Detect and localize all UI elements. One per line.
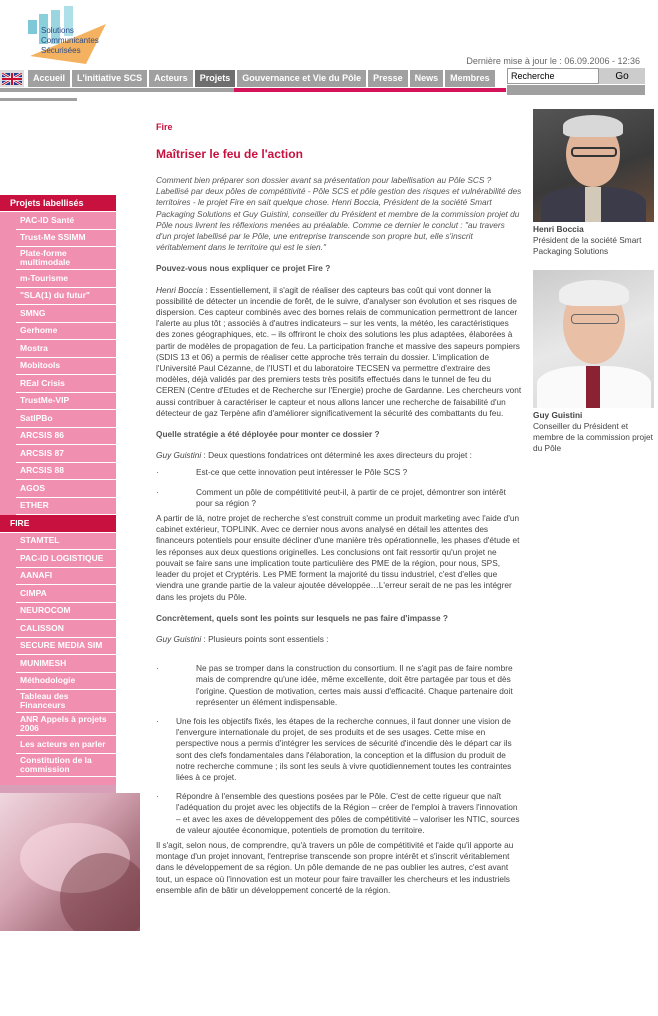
page-title: Maîtriser le feu de l'action bbox=[156, 147, 303, 161]
search-underline bbox=[507, 85, 645, 95]
article bbox=[156, 122, 522, 896]
sidebar-item[interactable] bbox=[16, 533, 116, 551]
bullet-text: Une fois les objectifs fixés, les étapes de la recherche connues, il faut donner une vision de l'envergure internationale du projet, de ses produits et de ses usages. Cette mise en perspective nous a permis d'intégrer les services de sécurité d'incendie dès le départ car ils sont des clefs fondamentales dans l'élaboration, la conception et la diffusion du produit de notre recherche commune ; ils sont les seuls à vivre quotidiennement toutes les contraintes liées à ce projet. bbox=[176, 715, 512, 782]
sidebar-item-label[interactable]: PAC-ID LOGISTIQUE bbox=[20, 552, 104, 563]
bullet-text: Répondre à l'ensemble des questions posées par le Pôle. C'est de cette rigueur que naît l'adéquation du projet avec les objectifs de la Région – créer de l'emploi à travers l'innovation – et avec les axes de développement des pôles de compétitivité – valoriser les NTIC, sources de valeur ajoutée économique, potentiels de promotion du territoire. bbox=[176, 791, 520, 835]
sidebar-item[interactable] bbox=[16, 270, 116, 288]
bullet-item bbox=[156, 716, 522, 783]
bullet-mark: · bbox=[156, 486, 159, 497]
logo-line-2: Communicantes bbox=[41, 36, 99, 45]
question-3: Concrètement, quels sont les points sur lesquels ne pas faire d'impasse ? bbox=[156, 612, 448, 623]
sidebar-heading: Projets labellisés bbox=[0, 195, 116, 212]
portrait-photo bbox=[533, 270, 654, 408]
sidebar-item[interactable] bbox=[16, 305, 116, 323]
person-role: Conseiller du Président et membre de la commission projet du Pôle bbox=[533, 421, 653, 453]
sidebar-item-label[interactable]: NEUROCOM bbox=[20, 605, 71, 616]
search-input[interactable] bbox=[507, 68, 599, 84]
search-go-button[interactable]: Go bbox=[599, 68, 645, 84]
sidebar-item-label[interactable]: CIMPA bbox=[20, 587, 47, 598]
portrait-caption bbox=[533, 224, 654, 257]
sidebar-item-label[interactable]: STAMTEL bbox=[20, 535, 60, 546]
speaker-name: Guy Guistini bbox=[156, 633, 202, 644]
sidebar-item-label[interactable]: CALISSON bbox=[20, 622, 64, 633]
sidebar-item-label[interactable]: SatIPBo bbox=[20, 412, 53, 423]
question-2: Quelle stratégie a été déployée pour monter ce dossier ? bbox=[156, 429, 380, 440]
sidebar-item-label[interactable]: Constitution de la commission bbox=[20, 754, 92, 774]
bullet-mark: · bbox=[156, 663, 159, 674]
sidebar-item-label[interactable]: Mostra bbox=[20, 342, 48, 353]
bullet-text: Ne pas se tromper dans la construction du consortium. Il ne s'agit pas de faire nombre mais de comprendre qu'une idée, même excellente, doit être partagée par tous et dès l'origine. Question de motivation, certes mais aussi d'efficacité. Chaque partenaire doit représenter un élément indispensable. bbox=[196, 663, 513, 707]
sidebar-item[interactable] bbox=[16, 358, 116, 376]
portrait-henri-boccia bbox=[533, 109, 654, 257]
sidebar-item[interactable] bbox=[16, 655, 116, 673]
sidebar-item-label[interactable]: Les acteurs en parler bbox=[20, 738, 106, 749]
sidebar-item-label[interactable]: ETHER bbox=[20, 500, 49, 511]
nav-subline bbox=[0, 98, 77, 101]
tab-news[interactable]: News bbox=[410, 70, 444, 87]
sidebar-item[interactable] bbox=[16, 230, 116, 248]
nav-underline bbox=[0, 88, 234, 92]
bullet-mark: · bbox=[156, 791, 159, 802]
sidebar-item[interactable] bbox=[16, 736, 116, 754]
sidebar-item-label[interactable]: ARCSIS 86 bbox=[20, 430, 64, 441]
answer-2-text: : Deux questions fondatrices ont déterminé les axes directeurs du projet : bbox=[201, 450, 472, 461]
sidebar-item-label[interactable]: AANAFI bbox=[20, 570, 53, 581]
portrait-photo bbox=[533, 109, 654, 222]
sidebar-item-label[interactable]: PAC-ID Santé bbox=[20, 214, 75, 225]
person-role: Président de la société Smart Packaging Solutions bbox=[533, 235, 642, 256]
sidebar bbox=[0, 195, 116, 793]
breadcrumb: Fire bbox=[156, 122, 173, 132]
bullet-item bbox=[156, 467, 522, 478]
article-intro: Comment bien préparer son dossier avant sa présentation pour labellisation au Pôle SCS ? Labellisé par deux pôles de compétitivité - Pôle SCS et pôle gestion des risques et vulnérabilité des territoires - le projet Fire en sait quelque chose. Henri Boccia, Président de la société Smart Packaging Solutions et Guy Guistini, conseiller du Président et membre de la commission projet du Pôle nous livrent les réflexions menées au préalable. Comme ce dernier le conclut : "au travers d'un projet labellisé par le Pôle, une entreprise transcende son propre but, elle s'inscrit véritablement dans le territoire qui est le sien." bbox=[156, 175, 522, 253]
bullet-item bbox=[156, 487, 522, 509]
sidebar-item[interactable] bbox=[16, 690, 116, 713]
sidebar-item[interactable] bbox=[16, 480, 116, 498]
tab-acteurs[interactable]: Acteurs bbox=[149, 70, 193, 87]
answer-1 bbox=[156, 285, 522, 419]
sidebar-item[interactable] bbox=[16, 568, 116, 586]
sidebar-item[interactable] bbox=[16, 603, 116, 621]
sidebar-item[interactable] bbox=[16, 585, 116, 603]
bullet-text: Est-ce que cette innovation peut intéresser le Pôle SCS ? bbox=[196, 467, 408, 478]
sidebar-item-label[interactable]: AGOS bbox=[20, 482, 46, 493]
logo-line-1: Solutions bbox=[41, 26, 74, 35]
sidebar-item-label[interactable]: Plate-forme multimodale bbox=[20, 248, 71, 267]
sidebar-item[interactable] bbox=[16, 340, 116, 358]
sidebar-item[interactable] bbox=[0, 515, 116, 533]
search-box bbox=[507, 68, 645, 84]
sidebar-item-label[interactable]: SMNG bbox=[20, 307, 46, 318]
sidebar-item-label[interactable]: ARCSIS 88 bbox=[20, 465, 64, 476]
decorative-photo bbox=[0, 793, 140, 931]
question-1: Pouvez-vous nous expliquer ce projet Fire ? bbox=[156, 263, 331, 274]
sidebar-item-label[interactable]: SECURE MEDIA SIM bbox=[20, 640, 103, 651]
sidebar-item[interactable] bbox=[16, 713, 116, 736]
nav-underline-accent bbox=[234, 88, 506, 92]
sidebar-item-label[interactable]: Gerhome bbox=[20, 325, 58, 336]
bullet-item bbox=[156, 791, 522, 836]
sidebar-item[interactable] bbox=[16, 323, 116, 341]
tab-membres[interactable]: Membres bbox=[445, 70, 495, 87]
main-nav bbox=[0, 70, 497, 87]
last-updated: Dernière mise à jour le : 06.09.2006 - 12:36 bbox=[466, 56, 640, 66]
sidebar-item-label[interactable]: "SLA(1) du futur" bbox=[20, 290, 90, 301]
portrait-guy-guistini bbox=[533, 270, 654, 454]
article-closing: Il s'agit, selon nous, de comprendre, qu'à travers un pôle de compétitivité et l'aide qu'il apporte au montage d'un projet innovant, l'entreprise transcende son propre intérêt et s'inscrit véritablement dans le développement de sa région. Un pôle demande de ne pas oublier les autres, c'est avant tout, un espace où l'innovation est un moteur pour faire travailler les chercheurs et les industriels ensemble afin de bâtir un développement concerté de la région. bbox=[156, 839, 514, 895]
sidebar-item-label[interactable]: MUNIMESH bbox=[20, 657, 67, 668]
sidebar-list bbox=[0, 212, 116, 777]
sidebar-footer bbox=[0, 785, 116, 793]
person-name: Henri Boccia bbox=[533, 224, 584, 234]
bullet-mark: · bbox=[156, 715, 159, 726]
sidebar-item[interactable] bbox=[16, 288, 116, 306]
sidebar-item-label[interactable]: REal Crisis bbox=[20, 377, 65, 388]
sidebar-item-label[interactable]: ARCSIS 87 bbox=[20, 447, 64, 458]
answer-1-text: : Essentiellement, il s'agit de réaliser des capteurs bas coût qui vont donner la possibilité de détecter un incendie de forêt, de le suivre, d'analyser son évolution et ses risques de dispersion. Ces capteur combinés avec des bornes relais de communication permettront de lancer l'alerte au plus tôt ; associés à d'autres indicateurs – sur les vents, la météo, les caractéristiques des zones géographiques, etc. – ils offriront le choix des solutions les plus adaptées, élaborées à partir de modèles de propagation de feu. La participation franche et massive des sapeurs pompiers (SDIS 13 et 06) a permis de réaliser cette approche très terrain du dossier. L'implication de l'Université Paul Cézanne, de l'IUSTI et du laboratoire TECSEN va permettre d'extraire des modèles, déjà validés par des premiers tests très positifs effectués dans le tunnel de feu du CEREN (Centre d'Etudes et de Recherche sur l'Energie) proche de Gardanne. Les chercheurs vont aussi contribuer à caractériser le capteur et nous allons lancer une recherche de faisabilité d'un détecteur de gaz Terpène afin d'améliorer significativement la sécurité des combattants du feu. bbox=[156, 284, 522, 418]
sidebar-item-label[interactable]: Tableau des Financeurs bbox=[20, 691, 69, 710]
sidebar-item-label[interactable]: TrustMe-VIP bbox=[20, 395, 70, 406]
sidebar-item-label[interactable]: Trust-Me SSIMM bbox=[20, 232, 86, 243]
bullet-item bbox=[156, 663, 522, 708]
tab-initiative[interactable]: L'initiative SCS bbox=[72, 70, 147, 87]
portrait-caption bbox=[533, 410, 654, 454]
tab-projets[interactable]: Projets bbox=[195, 70, 236, 87]
sidebar-item-label[interactable]: m-Tourisme bbox=[20, 272, 69, 283]
logo-line-3: Sécurisées bbox=[41, 46, 81, 55]
sidebar-item[interactable] bbox=[16, 375, 116, 393]
english-flag-icon[interactable] bbox=[0, 70, 24, 87]
sidebar-item[interactable] bbox=[16, 754, 116, 777]
sidebar-item[interactable] bbox=[16, 638, 116, 656]
person-name: Guy Guistini bbox=[533, 410, 583, 420]
answer-2 bbox=[156, 450, 522, 461]
sidebar-item-label[interactable]: Mobitools bbox=[20, 360, 61, 371]
sidebar-item[interactable] bbox=[16, 550, 116, 568]
sidebar-item-label[interactable]: Méthodologie bbox=[20, 675, 76, 686]
sidebar-item-label[interactable]: ANR Appels à projets 2006 bbox=[20, 714, 107, 733]
logo-text bbox=[41, 26, 99, 56]
sidebar-item[interactable] bbox=[16, 620, 116, 638]
answer-2-continued: A partir de là, notre projet de recherche s'est construit comme un produit marketing avec l'aide d'un cabinet extérieur, TOPLINK. Avec ce dernier nous avons analysé en détail les attentes des financeurs potentiels pour ensuite décliner d'une manière très opérationnelle, les phases d'étude et les réponses aux deux questions originelles. Les conclusions ont fait ressortir qu'un projet ne pouvait se faire sans une implication toute particulière des PME de la région, pour nous, SPS, leader du projet et Cryptéris. Les PME forment la majorité du tissu industriel, c'est d'elles que viendra une grande partie de la valeur ajoutée développée…L'erreur serait de ne pas les intégrer dans les projets du Pôle. bbox=[156, 513, 520, 602]
answer-3 bbox=[156, 634, 522, 645]
sidebar-item[interactable] bbox=[16, 212, 116, 230]
sidebar-item[interactable] bbox=[16, 428, 116, 446]
bullet-text: Comment un pôle de compétitivité peut-il, à partir de ce projet, démontrer son intérêt pour sa région ? bbox=[196, 486, 506, 508]
speaker-name: Henri Boccia bbox=[156, 284, 204, 295]
bullet-mark: · bbox=[156, 467, 159, 478]
sidebar-item[interactable] bbox=[16, 247, 116, 270]
sidebar-item-label[interactable]: FIRE bbox=[10, 517, 30, 528]
sidebar-item[interactable] bbox=[16, 410, 116, 428]
sidebar-item[interactable] bbox=[16, 463, 116, 481]
sidebar-item[interactable] bbox=[16, 498, 116, 516]
answer-3-text: : Plusieurs points sont essentiels : bbox=[201, 633, 329, 644]
sidebar-item[interactable] bbox=[16, 445, 116, 463]
sidebar-item[interactable] bbox=[16, 393, 116, 411]
tab-presse[interactable]: Presse bbox=[368, 70, 408, 87]
sidebar-item[interactable] bbox=[16, 673, 116, 691]
tab-gouvernance[interactable]: Gouvernance et Vie du Pôle bbox=[237, 70, 366, 87]
logo[interactable] bbox=[26, 6, 126, 66]
speaker-name: Guy Guistini bbox=[156, 450, 202, 461]
tab-accueil[interactable]: Accueil bbox=[28, 70, 70, 87]
